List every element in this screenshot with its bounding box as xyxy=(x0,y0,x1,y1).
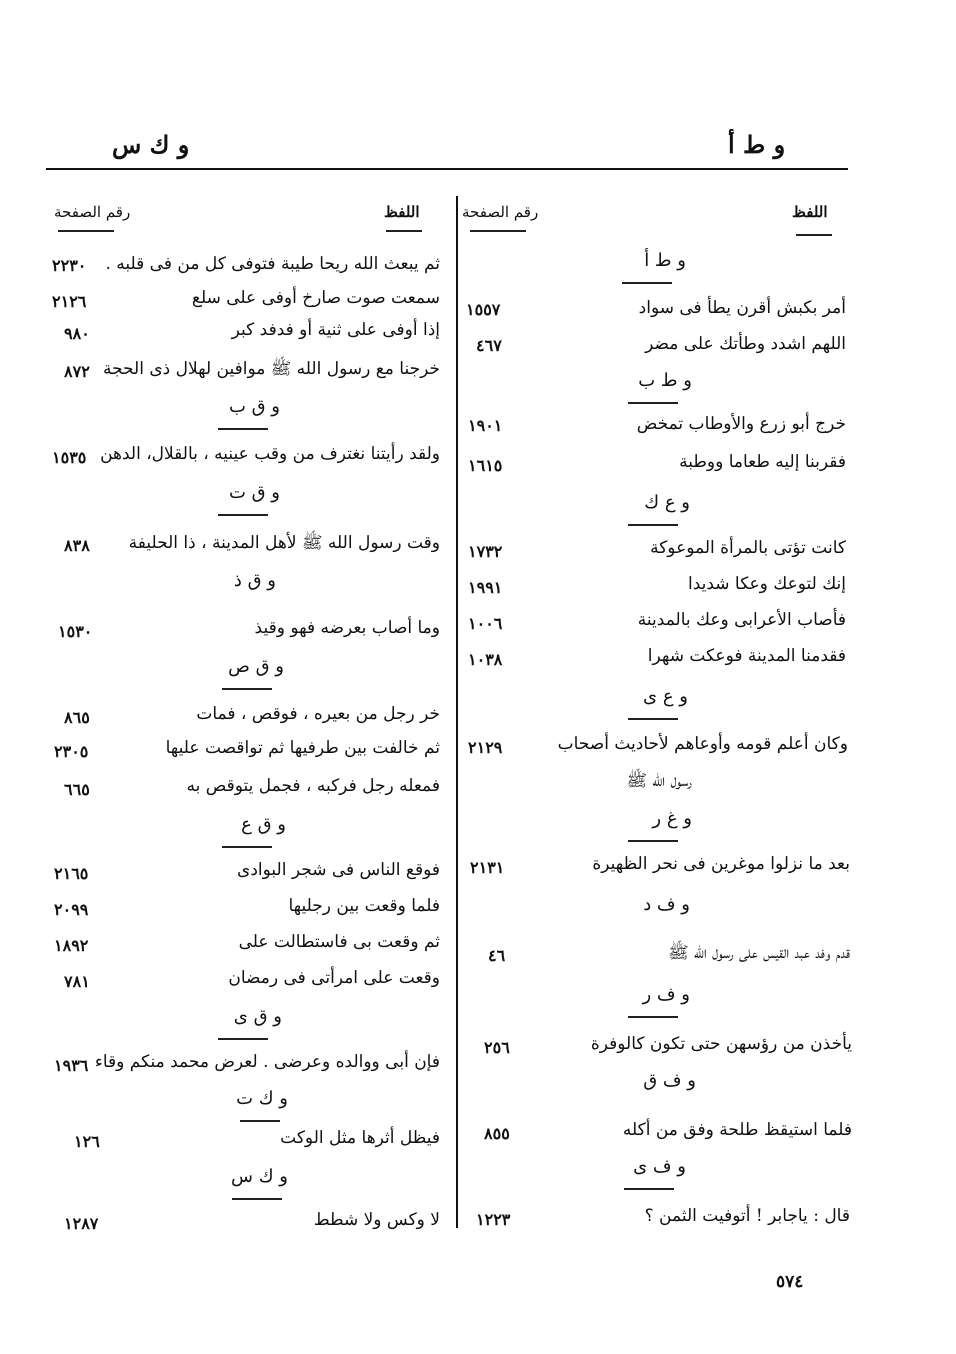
left-column-word-header: اللفظ xyxy=(384,203,420,221)
entry-page: ٢٠٩٩ xyxy=(54,900,89,919)
root-heading: و ق ع xyxy=(241,814,286,835)
page-number: ٥٧٤ xyxy=(776,1272,804,1292)
root-underline xyxy=(624,1188,674,1190)
root-heading: و غ ر xyxy=(652,808,692,829)
root-heading: و ق ب xyxy=(228,396,280,417)
root-underline xyxy=(218,1038,268,1040)
root-underline xyxy=(218,428,268,430)
entry-page: ١٠٠٦ xyxy=(468,614,503,633)
entry-page: ٢١٢٦ xyxy=(52,292,87,311)
root-heading: و ع ى xyxy=(643,686,688,707)
root-heading: و ك ت xyxy=(236,1088,288,1109)
entry-page: ٨٥٥ xyxy=(484,1124,510,1143)
entry-page: ٧٨١ xyxy=(64,972,90,991)
entry-page: ١٦١٥ xyxy=(468,456,503,475)
left-page-header-underline xyxy=(58,230,114,232)
entry-text: ثم خالفت بين طرفيها ثم تواقصت عليها xyxy=(165,738,440,758)
root-underline xyxy=(628,1016,678,1018)
entry-text: خرجنا مع رسول الله ﷺ موافين لهلال ذى الحجة xyxy=(102,359,440,379)
entry-text: فمعله رجل فركبه ، فجمل يتوقص به xyxy=(186,776,440,796)
entry-page: ١٢٢٣ xyxy=(476,1210,511,1229)
root-heading: و ف ر xyxy=(642,984,690,1005)
entry-page: ١٩٣٦ xyxy=(54,1056,89,1075)
entry-text: قال : ياجابر ! أتوفيت الثمن ؟ xyxy=(644,1206,850,1226)
right-column-word-header: اللفظ xyxy=(792,203,828,221)
entry-text: سمعت صوت صارخ أوفى على سلع xyxy=(191,288,440,308)
entry-text: وما أصاب بعرضه فهو وقيذ xyxy=(254,618,440,638)
entry-page: ٢١٢٩ xyxy=(468,738,503,757)
entry-page: ٢٥٦ xyxy=(484,1038,510,1057)
running-header-left-root: و ك س xyxy=(112,130,190,159)
entry-text: فقربنا إليه طعاما ووطبة xyxy=(679,452,846,472)
root-heading: و ق ى xyxy=(233,1006,282,1027)
left-word-header-underline xyxy=(386,230,422,232)
root-heading: و ف ى xyxy=(633,1156,686,1177)
root-heading: و ع ك xyxy=(644,492,690,513)
entry-text: ولقد رأيتنا نغترف من وقب عينيه ، بالقلال، الدهن xyxy=(100,444,440,464)
root-underline xyxy=(218,514,268,516)
root-heading: و ك س xyxy=(231,1166,288,1187)
entry-text: فأصاب الأعرابى وعك بالمدينة xyxy=(637,610,846,630)
root-heading: و ط ب xyxy=(638,370,692,391)
entry-page: ١٥٥٧ xyxy=(466,300,501,319)
entry-page: ٢١٦٥ xyxy=(54,864,89,883)
entry-text: لا وكس ولا شطط xyxy=(313,1210,440,1230)
entry-text: فوقع الناس فى شجر البوادى xyxy=(237,860,440,880)
entry-page: ٤٦٧ xyxy=(476,336,502,355)
header-rule xyxy=(46,168,848,170)
entry-text: وقعت على امرأتى فى رمضان xyxy=(228,968,440,988)
root-heading: و ق ص xyxy=(228,656,284,677)
entry-page: ٨٧٢ xyxy=(64,362,90,381)
entry-text: كانت تؤتى بالمرأة الموعوكة xyxy=(650,538,846,558)
entry-text: خر رجل من بعيره ، فوقص ، فمات xyxy=(196,704,440,724)
entry-text: أمر بكبش أقرن يطأ فى سواد xyxy=(638,298,846,318)
entry-page: ٨٣٨ xyxy=(64,536,90,555)
entry-page: ٨٦٥ xyxy=(64,708,90,727)
root-heading: و ق ذ xyxy=(233,570,276,591)
root-underline xyxy=(232,1198,282,1200)
right-column-page-header: رقم الصفحة xyxy=(462,203,539,221)
entry-text: وقت رسول الله ﷺ لأهل المدينة ، ذا الحليفة xyxy=(128,533,440,553)
entry-text: ثم وقعت بى فاستطالت على xyxy=(238,932,440,952)
entry-page: ١٥٣٥ xyxy=(52,448,87,467)
entry-text: رسول الله ﷺ xyxy=(626,771,692,791)
entry-page: ١٩٩١ xyxy=(468,578,503,597)
entry-text: ثم يبعث الله ريحا طيبة فتوفى كل من فى قلبه . xyxy=(105,254,440,274)
entry-page: ١٨٩٢ xyxy=(54,936,89,955)
entry-page: ١٥٣٠ xyxy=(58,622,93,641)
entry-text: فيظل أثرها مثل الوكت xyxy=(280,1128,440,1148)
right-page-header-underline xyxy=(470,230,526,232)
root-underline xyxy=(628,524,678,526)
running-header-right-root: و ط أ xyxy=(728,130,786,159)
entry-page: ١٠٣٨ xyxy=(468,650,503,669)
entry-page: ٦٦٥ xyxy=(64,780,90,799)
right-word-header-underline xyxy=(796,234,832,236)
entry-page: ٢٢٣٠ xyxy=(52,256,87,275)
entry-text: فلما وقعت بين رجليها xyxy=(288,896,440,916)
entry-page: ٢٣٠٥ xyxy=(54,742,89,761)
entry-text: إنك لتوعك وعكا شديدا xyxy=(687,574,846,594)
entry-text: فلما استيقظ طلحة وفق من أكله xyxy=(622,1120,852,1140)
root-heading: و ط أ xyxy=(644,250,686,271)
root-heading: و ف ق xyxy=(643,1070,696,1091)
root-underline xyxy=(622,282,672,284)
entry-text: يأخذن من رؤسهن حتى تكون كالوفرة xyxy=(590,1034,852,1054)
entry-page: ١٢٨٧ xyxy=(64,1214,99,1233)
entry-page: ١٩٠١ xyxy=(468,416,503,435)
entry-text: خرج أبو زرع والأوطاب تمخض xyxy=(636,414,846,434)
entry-text: وكان أعلم قومه وأوعاهم لأحاديث أصحاب xyxy=(557,734,848,754)
left-column-page-header: رقم الصفحة xyxy=(54,203,131,221)
entry-text: اللهم اشدد وطأتك على مضر xyxy=(645,334,846,354)
entry-page: ١٢٦ xyxy=(74,1132,100,1151)
entry-text: فقدمنا المدينة فوعكت شهرا xyxy=(647,646,846,666)
entry-page: ٢١٣١ xyxy=(470,858,505,877)
entry-page: ٤٦ xyxy=(488,946,506,965)
entry-text: إذا أوفى على ثنية أو فدفد كبر xyxy=(231,320,440,340)
root-underline xyxy=(222,688,272,690)
entry-page: ١٧٣٢ xyxy=(468,542,503,561)
column-divider xyxy=(456,196,458,1228)
entry-text: فإن أبى ووالده وعرضى . لعرض محمد منكم وقاء xyxy=(94,1052,440,1072)
root-underline xyxy=(628,402,678,404)
root-underline xyxy=(240,1120,280,1122)
root-underline xyxy=(628,840,678,842)
entry-text: قدم وفد عبد القيس على رسول الله ﷺ xyxy=(668,943,850,963)
entry-text: بعد ما نزلوا موغرين فى نحر الظهيرة xyxy=(592,854,850,874)
root-heading: و ق ت xyxy=(228,482,280,503)
root-underline xyxy=(628,718,678,720)
entry-page: ٩٨٠ xyxy=(64,324,90,343)
root-heading: و ف د xyxy=(643,894,690,915)
root-underline xyxy=(222,846,272,848)
